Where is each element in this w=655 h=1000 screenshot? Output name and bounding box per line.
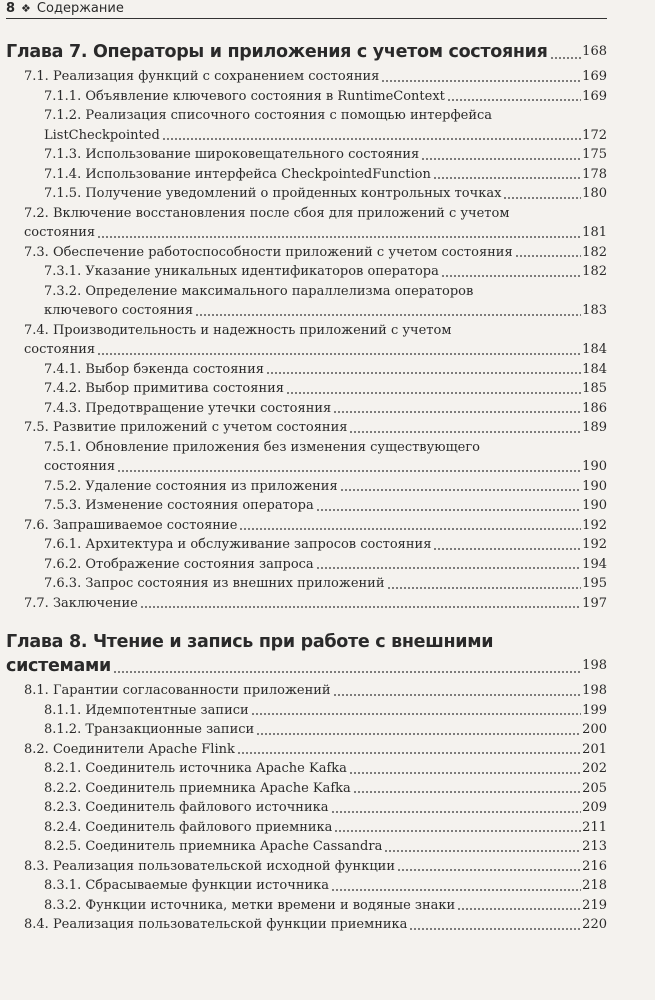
chapter-entry-title: Глава 7. Операторы и приложения с учетом состояния [6, 42, 548, 62]
chapter-entry-title-line1: Глава 8. Чтение и запись при работе с внешними [6, 632, 494, 652]
subsection-entry-line [44, 779, 607, 799]
dot-leader [503, 197, 581, 199]
section-entry-title: 7.6. Запрашиваемое состояние [24, 517, 238, 533]
dot-leader [397, 869, 581, 871]
section-entry-page: 182 [582, 244, 607, 260]
section-entry-line [24, 243, 607, 263]
section-entry-line [24, 740, 607, 760]
subsection-entry-page: 213 [582, 839, 607, 854]
dot-leader [333, 694, 582, 696]
dot-leader [316, 567, 581, 569]
subsection-entry-line [44, 87, 607, 107]
section-entry-page: 220 [582, 917, 607, 932]
subsection-entry[interactable] [44, 477, 607, 497]
chapter-entry-page: 168 [582, 44, 607, 59]
section-entry[interactable] [24, 204, 607, 243]
subsection-entry-line [44, 360, 607, 380]
subsection-entry[interactable] [44, 399, 607, 419]
section-entry-line [24, 857, 607, 877]
table-of-contents [0, 40, 655, 935]
section-entry-line [24, 67, 607, 87]
dot-leader [515, 255, 581, 257]
subsection-entry-title-line2: ключевого состояния [44, 303, 194, 318]
section-entry-title: 7.3. Обеспечение работоспособности приложений с учетом состояния [24, 244, 513, 260]
subsection-entry[interactable] [44, 759, 607, 779]
subsection-entry-page: 180 [582, 186, 607, 201]
section-entry-page: 216 [582, 858, 607, 874]
chapter-entry-page: 198 [582, 658, 607, 673]
subsection-entry[interactable] [44, 262, 607, 282]
subsection-entry-line [44, 555, 607, 575]
subsection-entry[interactable] [44, 145, 607, 165]
subsection-entry[interactable] [44, 535, 607, 555]
subsection-entry-title: 7.3.1. Указание уникальных идентификаторов оператора [44, 264, 439, 279]
subsection-entry-page: 185 [582, 381, 607, 396]
subsection-entry-title: 8.2.2. Соединитель приемника Apache Kafka [44, 780, 351, 796]
section-entry[interactable] [24, 67, 607, 87]
subsection-entry-line [44, 837, 607, 857]
dot-leader [381, 80, 581, 82]
subsection-entry-title: 8.3.2. Функции источника, метки времени и водяные знаки [44, 897, 456, 913]
dot-leader [266, 372, 581, 374]
subsection-entry-title: 7.5.3. Изменение состояния оператора [44, 498, 314, 513]
subsection-entry-line [44, 876, 607, 896]
subsection-entry-title-line2: состояния [44, 459, 116, 474]
subsection-entry-page: 184 [582, 361, 607, 377]
subsection-entry-line [44, 701, 607, 721]
subsection-entry[interactable] [44, 184, 607, 204]
dot-leader [421, 158, 581, 160]
section-entry-line [24, 681, 607, 701]
dot-leader [331, 889, 581, 891]
subsection-entry-title: 8.2.3. Соединитель файлового источника [44, 800, 329, 815]
section-entry-page: 192 [582, 517, 607, 533]
subsection-entry-title: 8.2.1. Соединитель источника Apache Kafka [44, 761, 347, 776]
dot-leader [353, 791, 581, 793]
section-entry[interactable] [24, 915, 607, 935]
section-entry[interactable] [24, 321, 607, 360]
subsection-entry[interactable] [44, 896, 607, 916]
subsection-entry-title-line1: 7.3.2. Определение максимального параллелизма операторов [44, 283, 474, 299]
section-entry-page: 189 [582, 420, 607, 435]
subsection-entry-line [44, 379, 607, 399]
subsection-entry-line [44, 720, 607, 740]
section-entry-line [24, 340, 607, 360]
dot-leader [433, 548, 581, 550]
chapter-entry-line [6, 654, 607, 678]
section-entry[interactable] [24, 243, 607, 263]
subsection-entry-line [44, 496, 607, 516]
dot-leader [117, 470, 581, 472]
section-entry[interactable] [24, 681, 607, 701]
section-entry-title-line2: состояния [24, 225, 96, 240]
dot-leader [256, 733, 581, 735]
subsection-entry-line [44, 399, 607, 419]
subsection-entry-title: 7.1.4. Использование интерфейса CheckpointedFunction [44, 166, 431, 182]
section-entry[interactable] [24, 740, 607, 760]
subsection-entry-title: 7.4.3. Предотвращение утечки состояния [44, 400, 332, 416]
subsection-entry-page: 218 [582, 878, 607, 893]
section-entry-title: 7.7. Заключение [24, 595, 138, 611]
section-entry-title: 7.5. Развитие приложений с учетом состояния [24, 420, 348, 435]
dot-leader [550, 57, 582, 59]
subsection-entry-line [44, 535, 607, 555]
subsection-entry-page: 190 [582, 459, 607, 474]
subsection-entry[interactable] [44, 818, 607, 838]
section-entry-line [24, 418, 607, 438]
section-entry[interactable] [24, 516, 607, 536]
subsection-entry[interactable] [44, 360, 607, 380]
subsection-entry-page: 190 [582, 498, 607, 513]
subsection-entry-page: 178 [582, 166, 607, 182]
subsection-entry[interactable] [44, 837, 607, 857]
section-entry-page: 181 [582, 225, 607, 240]
subsection-entry[interactable] [44, 87, 607, 107]
dot-leader [447, 99, 581, 101]
dot-leader [316, 509, 581, 511]
chapter-entry-line [6, 40, 607, 64]
section-entry-page: 198 [582, 683, 607, 698]
subsection-entry[interactable] [44, 282, 607, 321]
subsection-entry-page: 200 [582, 722, 607, 737]
subsection-entry-line [44, 896, 607, 916]
section-entry-page: 169 [582, 69, 607, 84]
subsection-entry[interactable] [44, 496, 607, 516]
section-entry-title-line2: состояния [24, 342, 96, 357]
subsection-entry[interactable] [44, 876, 607, 896]
subsection-entry[interactable] [44, 574, 607, 594]
section-entry[interactable] [24, 418, 607, 438]
dot-leader [162, 138, 581, 140]
subsection-entry-line [44, 574, 607, 594]
subsection-entry-line [44, 301, 607, 321]
section-entry-line [24, 915, 607, 935]
dot-leader [251, 713, 581, 715]
subsection-entry-page: 186 [582, 400, 607, 416]
dot-leader [113, 671, 581, 673]
dot-leader [457, 908, 581, 910]
subsection-entry-title: 8.2.4. Соединитель файлового приемника [44, 819, 333, 835]
running-header [6, 0, 607, 19]
chapter-entry[interactable] [6, 630, 607, 678]
page-number: 8 [6, 1, 16, 16]
subsection-entry-title: 7.6.2. Отображение состояния запроса [44, 556, 314, 572]
subsection-entry-title: 7.6.3. Запрос состояния из внешних приложений [44, 576, 385, 591]
subsection-entry[interactable] [44, 106, 607, 145]
dot-leader [140, 606, 581, 608]
subsection-entry-line [44, 126, 607, 146]
subsection-entry-title: 8.3.1. Сбрасываемые функции источника [44, 878, 330, 893]
section-entry-page: 201 [582, 741, 607, 757]
subsection-entry-title: 8.1.1. Идемпотентные записи [44, 702, 249, 718]
subsection-entry-line [44, 457, 607, 477]
subsection-entry-page: 190 [582, 478, 607, 494]
section-entry-title: 8.1. Гарантии согласованности приложений [24, 683, 331, 698]
section-entry-page: 184 [582, 342, 607, 357]
section-entry-title: 8.4. Реализация пользовательской функции приемника [24, 917, 408, 932]
running-header-title: Содержание [36, 1, 124, 16]
subsection-entry[interactable] [44, 701, 607, 721]
subsection-entry-page: 205 [582, 780, 607, 796]
subsection-entry-title-line1: 7.1.2. Реализация списочного состояния с помощью интерфейса [44, 108, 493, 123]
subsection-entry-line [44, 184, 607, 204]
dot-leader [384, 850, 581, 852]
dot-leader [331, 811, 582, 813]
dot-leader [237, 752, 581, 754]
subsection-entry-line [44, 262, 607, 282]
dot-leader [340, 489, 581, 491]
section-entry-line [24, 516, 607, 536]
subsection-entry-page: 199 [582, 702, 607, 718]
subsection-entry-title-line1: 7.5.1. Обновление приложения без изменения существующего [44, 439, 481, 455]
section-entry-title: 8.2. Соединители Apache Flink [24, 741, 235, 757]
chapter-entry[interactable] [6, 40, 607, 64]
subsection-entry-title: 7.4.2. Выбор примитива состояния [44, 381, 284, 396]
subsection-entry-page: 183 [582, 303, 607, 318]
subsection-entry[interactable] [44, 555, 607, 575]
dot-leader [334, 830, 581, 832]
subsection-entry[interactable] [44, 779, 607, 799]
subsection-entry-line [44, 818, 607, 838]
section-entry[interactable] [24, 594, 607, 614]
dot-leader [409, 928, 581, 930]
section-entry-title-line1: 7.4. Производительность и надежность приложений с учетом [24, 322, 452, 338]
subsection-entry[interactable] [44, 379, 607, 399]
dot-leader [97, 236, 581, 238]
subsection-entry-title: 7.1.5. Получение уведомлений о пройденных контрольных точках [44, 186, 502, 201]
subsection-entry-page: 194 [582, 556, 607, 572]
subsection-entry-page: 172 [582, 127, 607, 143]
subsection-entry-title: 7.5.2. Удаление состояния из приложения [44, 478, 338, 494]
section-entry-line [24, 594, 607, 614]
subsection-entry-title: 7.4.1. Выбор бэкенда состояния [44, 361, 264, 377]
subsection-entry[interactable] [44, 720, 607, 740]
dot-leader [286, 392, 581, 394]
section-entry-title: 8.3. Реализация пользовательской исходной функции [24, 858, 396, 874]
dot-leader [349, 772, 581, 774]
subsection-entry-page: 182 [582, 264, 607, 279]
subsection-entry-page: 195 [582, 576, 607, 591]
subsection-entry-page: 211 [582, 819, 607, 835]
subsection-entry-title: 7.6.1. Архитектура и обслуживание запросов состояния [44, 537, 432, 552]
subsection-entry-line [44, 798, 607, 818]
ornament-icon: ❖ [21, 2, 31, 15]
chapter-gap [0, 613, 655, 630]
subsection-entry[interactable] [44, 165, 607, 185]
subsection-entry-page: 192 [582, 537, 607, 552]
subsection-entry-line [44, 145, 607, 165]
dot-leader [239, 528, 581, 530]
dot-leader [387, 587, 582, 589]
section-entry-line [24, 223, 607, 243]
dot-leader [433, 177, 581, 179]
section-entry-title-line1: 7.2. Включение восстановления после сбоя для приложений с учетом [24, 205, 510, 221]
subsection-entry-title: 8.1.2. Транзакционные записи [44, 722, 255, 737]
dot-leader [195, 314, 581, 316]
subsection-entry-line [44, 477, 607, 497]
subsection-entry-title: 7.1.1. Объявление ключевого состояния в RuntimeContext [44, 88, 445, 104]
subsection-entry[interactable] [44, 798, 607, 818]
subsection-entry-line [44, 759, 607, 779]
dot-leader [97, 353, 581, 355]
subsection-entry-page: 175 [582, 147, 607, 162]
section-entry-page: 197 [582, 595, 607, 611]
dot-leader [333, 411, 581, 413]
subsection-entry-title: 7.1.3. Использование широковещательного состояния [44, 147, 420, 162]
subsection-entry-line [44, 165, 607, 185]
subsection-entry-page: 202 [582, 761, 607, 776]
subsection-entry-title: 8.2.5. Соединитель приемника Apache Cassandra [44, 839, 383, 854]
chapter-entry-title-line2: системами [6, 656, 112, 676]
section-entry[interactable] [24, 857, 607, 877]
subsection-entry[interactable] [44, 438, 607, 477]
subsection-entry-page: 209 [582, 800, 607, 815]
subsection-entry-page: 169 [582, 88, 607, 104]
dot-leader [441, 275, 581, 277]
section-entry-title: 7.1. Реализация функций с сохранением состояния [24, 69, 380, 84]
subsection-entry-title-line2: ListCheckpointed [44, 127, 160, 143]
dot-leader [349, 431, 581, 433]
subsection-entry-page: 219 [582, 897, 607, 913]
